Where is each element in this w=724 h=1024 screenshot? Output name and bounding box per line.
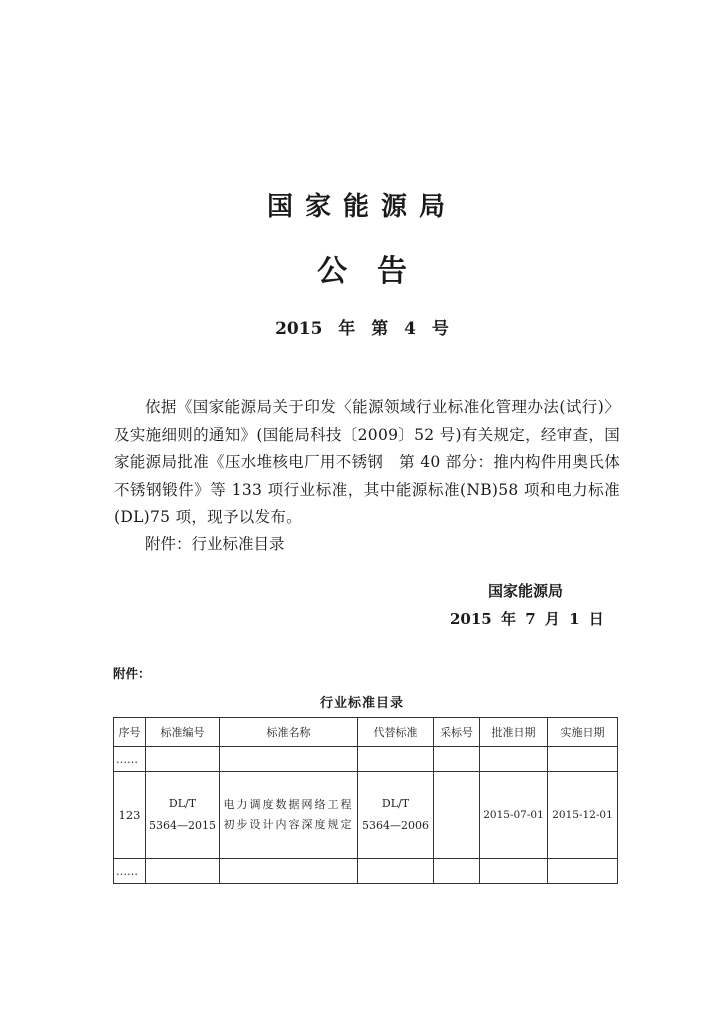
- annex-title: 行业标准目录: [319, 696, 404, 711]
- table-cell: [434, 859, 480, 884]
- table-cell: [146, 859, 220, 884]
- column-header-name: 标准名称: [220, 718, 358, 747]
- column-header-seq: 序号: [114, 718, 146, 747]
- table-row-ellipsis-top: [114, 747, 618, 772]
- issuing-organization-title: 国家能源局: [266, 192, 457, 222]
- table-row-ellipsis-bottom: [114, 859, 618, 884]
- standard-code-cell: [146, 772, 220, 859]
- adopted-standard-cell: [434, 772, 480, 859]
- seq-cell: 123: [114, 772, 146, 859]
- standard-code-number: 5364—2015: [149, 819, 216, 832]
- table-cell: [146, 747, 220, 772]
- announcement-body-paragraph: 依据《国家能源局关于印发〈能源领域行业标准化管理办法(试行)〉及实施细则的通知》(国能局科技〔2009〕52 号)有关规定，经审查，国家能源局批准《压水堆核电厂用不锈钢 第 40 部分：推内构件用奥氏体不锈钢锻件》等 133 项行业标准，其中能源标准(NB)58 项和电力标准(DL)75 项，现予以发布。: [114, 398, 620, 526]
- ellipsis-cell: ……: [114, 747, 146, 772]
- table-cell: [358, 747, 434, 772]
- document-type-title: 公告: [317, 254, 437, 289]
- table-cell: [548, 747, 618, 772]
- table-cell: [480, 747, 548, 772]
- column-header-effective: 实施日期: [548, 718, 618, 747]
- replaced-code-prefix: DL/T: [381, 797, 410, 810]
- attachment-reference: 附件：行业标准目录: [145, 535, 285, 553]
- table-cell: [220, 747, 358, 772]
- effective-date-cell: 2015-12-01: [548, 772, 618, 859]
- table-row: [114, 772, 618, 859]
- announcement-number: 2015 年 第 4 号: [275, 319, 449, 339]
- table-cell: [434, 747, 480, 772]
- table-cell: [220, 859, 358, 884]
- replaced-standard-cell: [358, 772, 434, 859]
- column-header-code: 标准编号: [146, 718, 220, 747]
- annex-label: 附件：: [113, 666, 151, 681]
- approval-date-cell: 2015-07-01: [480, 772, 548, 859]
- standard-name-cell: 电力调度数据网络工程初步设计内容深度规定: [220, 772, 358, 859]
- column-header-adopted: 采标号: [434, 718, 480, 747]
- table-cell: [480, 859, 548, 884]
- signature-organization: 国家能源局: [488, 582, 564, 600]
- standards-catalog-table: [113, 717, 618, 884]
- signature-date: 2015 年 7 月 1 日: [450, 610, 604, 628]
- column-header-approved: 批准日期: [480, 718, 548, 747]
- table-cell: [358, 859, 434, 884]
- ellipsis-cell: ……: [114, 859, 146, 884]
- column-header-replaces: 代替标准: [358, 718, 434, 747]
- standard-code-prefix: DL/T: [168, 797, 197, 810]
- table-header-row: [114, 718, 618, 747]
- replaced-code-number: 5364—2006: [362, 819, 429, 832]
- table-cell: [548, 859, 618, 884]
